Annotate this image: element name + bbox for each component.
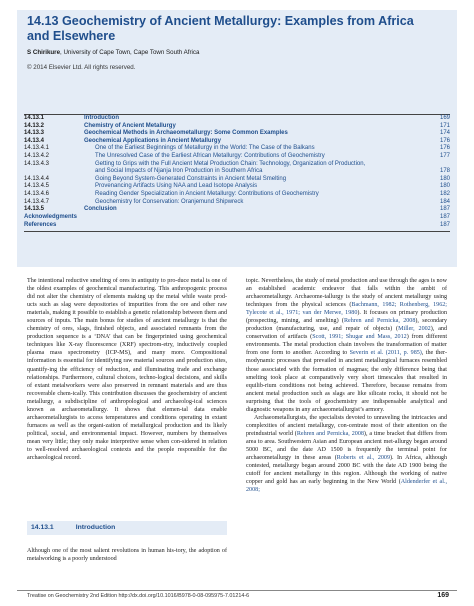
author-name: S Chirikure xyxy=(27,49,61,56)
toc-entry-number: 14.13.4.2 xyxy=(24,153,50,159)
introduction-paragraph: Although one of the most salient revolutions in human his-tory, the adoption of metalworking is a poorly understood xyxy=(27,548,227,563)
toc-entry-title[interactable]: Getting to Grips with the Full Ancient Metal Production Chain: Technology, Organization of Production, xyxy=(95,160,366,167)
toc-entry-title[interactable]: References xyxy=(24,221,57,228)
toc-entry[interactable] xyxy=(24,145,450,153)
section-title: Introduction xyxy=(75,524,116,531)
toc-entry-title[interactable]: Conclusion xyxy=(84,206,117,213)
toc-entry-title[interactable]: Geochemical Applications in Ancient Metallurgy xyxy=(84,137,221,144)
section-heading xyxy=(31,524,115,531)
right-paragraph-1 xyxy=(246,277,447,414)
toc-entry-number: 14.13.5 xyxy=(24,206,45,213)
toc-entry-page: 169 xyxy=(439,115,450,121)
toc-entry-page: 187 xyxy=(439,206,450,213)
text-run: ), secondary production (manufacturing, use, and repair of objects) ( xyxy=(246,318,447,333)
toc-entry[interactable] xyxy=(24,115,450,123)
page-number: 169 xyxy=(437,592,449,599)
toc-entry-page: 184 xyxy=(439,198,450,205)
citation-link[interactable]: Aldenderfer et al., 2008; xyxy=(246,479,447,494)
toc-entry-title[interactable]: Geochemistry for Conservation: Oranjemund Shipwreck xyxy=(95,198,244,205)
toc-entry-page: 177 xyxy=(439,153,450,159)
toc-entry-title[interactable]: The Unresolved Case of the Earliest African Metallurgy: Contributions of Geochemistry xyxy=(95,153,325,159)
footer-citation: Treatise on Geochemistry 2nd Edition http://dx.doi.org/10.1016/B978-0-08-095975-7.01214-6 xyxy=(27,593,250,599)
citation-link[interactable]: Rehren and Pernicka, 2008 xyxy=(343,318,416,325)
chapter-title-line-1: 14.13 Geochemistry of Ancient Metallurgy: Examples from Africa xyxy=(27,14,414,28)
section-number: 14.13.1 xyxy=(31,524,54,531)
toc-entry-page: 187 xyxy=(439,221,450,228)
text-run: Archaeometallurgists, the specialists devoted to unraveling the intricacies and complexities of ancient metallurgy, con-centrate most of their attention on the preindustrial world ( xyxy=(246,414,447,437)
copyright-notice: © 2014 Elsevier Ltd. All rights reserved. xyxy=(27,64,136,71)
chapter-title-line-2: and Elsewhere xyxy=(27,29,116,43)
toc-entry-title[interactable]: and Social Impacts of Njanja Iron Production in Southern Africa xyxy=(95,168,263,175)
text-run: ). In Africa, although contested, metallurgy began around 2000 BC with the date AD 1900 being the cutoff for ancient metallurgy in this region. Although the working of native copper and gold has an early beginning in the New World ( xyxy=(246,455,447,486)
toc-entry-title[interactable]: Introduction xyxy=(84,115,119,121)
toc-entry-title[interactable]: One of the Earliest Beginnings of Metallurgy in the World: The Case of the Balkans xyxy=(95,145,315,152)
citation-link[interactable]: Bachmann, 1982; Rothenberg, 1962; Tylecote et al., 1971; van der Merwe, 1980 xyxy=(246,302,447,317)
text-run: ) from different environments. The metal production chain involves the transformation of matter from one form to another. According to xyxy=(246,334,447,357)
text-run: ), a time bracket that differs from area to area. Southwestern Asian and European ancient met-allurgy began around 5000 BC, and the date AD 1500 is frequently the terminal point for archaeometallurgy in these areas ( xyxy=(246,430,447,462)
toc-entry-page: 180 xyxy=(439,183,450,190)
toc-entry-page: 176 xyxy=(439,137,450,144)
toc-entry-page: 171 xyxy=(439,122,450,129)
toc-entry-number: 14.13.4.4 xyxy=(24,175,50,182)
toc-entry-number: 14.13.4 xyxy=(24,137,45,144)
toc-entry-number: 14.13.4.1 xyxy=(24,145,50,152)
toc-entry[interactable] xyxy=(24,191,450,199)
toc-entry[interactable] xyxy=(24,123,450,131)
abstract-paragraph: The intentional reductive smelting of ores in antiquity to pro-duce metal is one of the oldest examples of geochemical manufacturing. This anthropogenic process did not alter the chemistry of elements making up the metal while waste prod-ucts such as slag were depositories of impurities from the ore and other raw materials, making it possible to establish a genetic relationship between them and sources of inputs. The main bonus for studies of ancient metallurgy is that the chemistry of ores, slags, finished objects, and associated remnants from the production sequence is a ‘DNA’ that can be fingerprinted using geochemical techniques like X-ray fluorescence (XRF) spectrom-etry, inductively coupled plasma mass spectrometry (ICP-MS), and many more. Compositional information is essential for identifying raw material sources and production sites, quantify-ing the efficiency of reduction, and illuminating trade and exchange relationships. Furthermore, cultural choices, techno-logical decisions, and skills of extant metalworkers were also preserved in remnant materials and are thus recoverable chem-ically. This contribution discusses the geochemistry of ancient metallurgy, a subdiscipline of anthropological and archaeolog-ical sciences known as archaeometallurgy. It shows that elemen-tal data enable archaeometallurgists to access temperatures and conditions operating in extant furnaces as well as the organi-zation of metallurgical production and its likely political, social, and environmental impact. However, numbers by themselves mean very little; they only make interpretive sense when con-sidered in relation to well-resolved archaeological contexts and the people responsible for the archaeological record. xyxy=(27,278,227,462)
toc-entry-title[interactable]: Reading Gender Specialization in Ancient Metallurgy: Contributions of Geochemistry xyxy=(95,191,319,197)
author-line xyxy=(27,49,447,56)
toc-entry-title[interactable]: Acknowledgments xyxy=(24,214,78,221)
author-affiliation: , University of Cape Town, Cape Town South Africa xyxy=(60,49,200,56)
introduction-text xyxy=(27,547,227,581)
toc-entry-number: 14.13.4.3 xyxy=(24,160,50,167)
toc-entry-page: 182 xyxy=(439,191,450,197)
toc-entry-number: 14.13.3 xyxy=(24,130,45,137)
page-footer xyxy=(17,590,457,600)
chapter-title xyxy=(27,14,447,44)
toc-entry-page: 187 xyxy=(439,214,450,221)
right-paragraph-2 xyxy=(246,414,447,494)
text-run: topic. Nevertheless, the study of metal production and use through the ages is now an established academic endeavor that falls within the ambit of archaeometallurgy. Archaeome-tallurgy is the study of ancient metallurgy using techniques from the physical sciences ( xyxy=(246,278,447,309)
toc-entry-page: 178 xyxy=(439,168,450,175)
toc-entry-page: 176 xyxy=(439,145,450,152)
text-run: , the ther-modynamic processes that prevailed in ancient metallurgical furnaces resembled those associated with the formation of magmas; the only difference being that smelting took place at comparatively very short timescales that resulted in equilib-rium conditions not being achieved. Therefore, because remains from ancient metal production such as slags are like silicate rocks, it should not be surprising that the tools of geochemistry are indispensable analytical and diagnostic weapons in any archaeometallurgist’s armory. xyxy=(246,350,447,413)
right-column-body xyxy=(246,277,447,580)
toc-entry[interactable] xyxy=(24,153,450,161)
toc-entry[interactable] xyxy=(24,183,450,191)
table-of-contents xyxy=(17,111,457,267)
toc-entry-number: 14.13.2 xyxy=(24,122,45,129)
toc-entry[interactable] xyxy=(24,199,450,207)
toc-entry[interactable] xyxy=(24,130,450,138)
left-column-body xyxy=(27,277,227,509)
toc-entry[interactable] xyxy=(24,138,450,146)
toc-entry-page: 174 xyxy=(439,130,450,137)
toc-entry-title[interactable]: Chemistry of Ancient Metallurgy xyxy=(84,122,176,129)
citation-link[interactable]: Severin et al. (2011, p. 985) xyxy=(349,350,422,357)
toc-entry[interactable] xyxy=(24,161,450,169)
toc-entry[interactable] xyxy=(24,214,450,222)
toc-entry-number: 14.13.4.7 xyxy=(24,198,50,205)
toc-entry-number: 14.13.4.5 xyxy=(24,183,50,190)
citation-link[interactable]: Scott, 1991; Shugar and Mass, 2012 xyxy=(312,334,407,341)
toc-entry-title[interactable]: Going Beyond System-Generated Constraints in Ancient Metal Smelting xyxy=(95,175,287,182)
citation-link[interactable]: Rehren and Pernicka, 2008 xyxy=(296,430,364,437)
toc-entry-number: 14.13.4.6 xyxy=(24,191,50,197)
toc-entry[interactable] xyxy=(24,168,450,176)
toc-entry[interactable] xyxy=(24,222,450,230)
toc-entry-number: 14.13.1 xyxy=(24,115,45,121)
toc-entry-title[interactable]: Provenancing Artifacts Using NAA and Lead Isotope Analysis xyxy=(95,183,258,190)
toc-entry[interactable] xyxy=(24,206,450,214)
text-run: ), and conservation of artifacts ( xyxy=(246,326,447,341)
toc-entry-title[interactable]: Geochemical Methods in Archaeometallurgy: Some Common Examples xyxy=(84,130,288,137)
citation-link[interactable]: Roberts et al., 2009 xyxy=(336,455,391,462)
toc-divider xyxy=(24,231,450,232)
toc-entry-page: 180 xyxy=(439,175,450,182)
text-run: ). It focuses on primary production (prospecting, mining, and smelting) ( xyxy=(246,310,447,325)
toc-entry[interactable] xyxy=(24,176,450,184)
citation-link[interactable]: Miller, 2002 xyxy=(398,326,431,333)
